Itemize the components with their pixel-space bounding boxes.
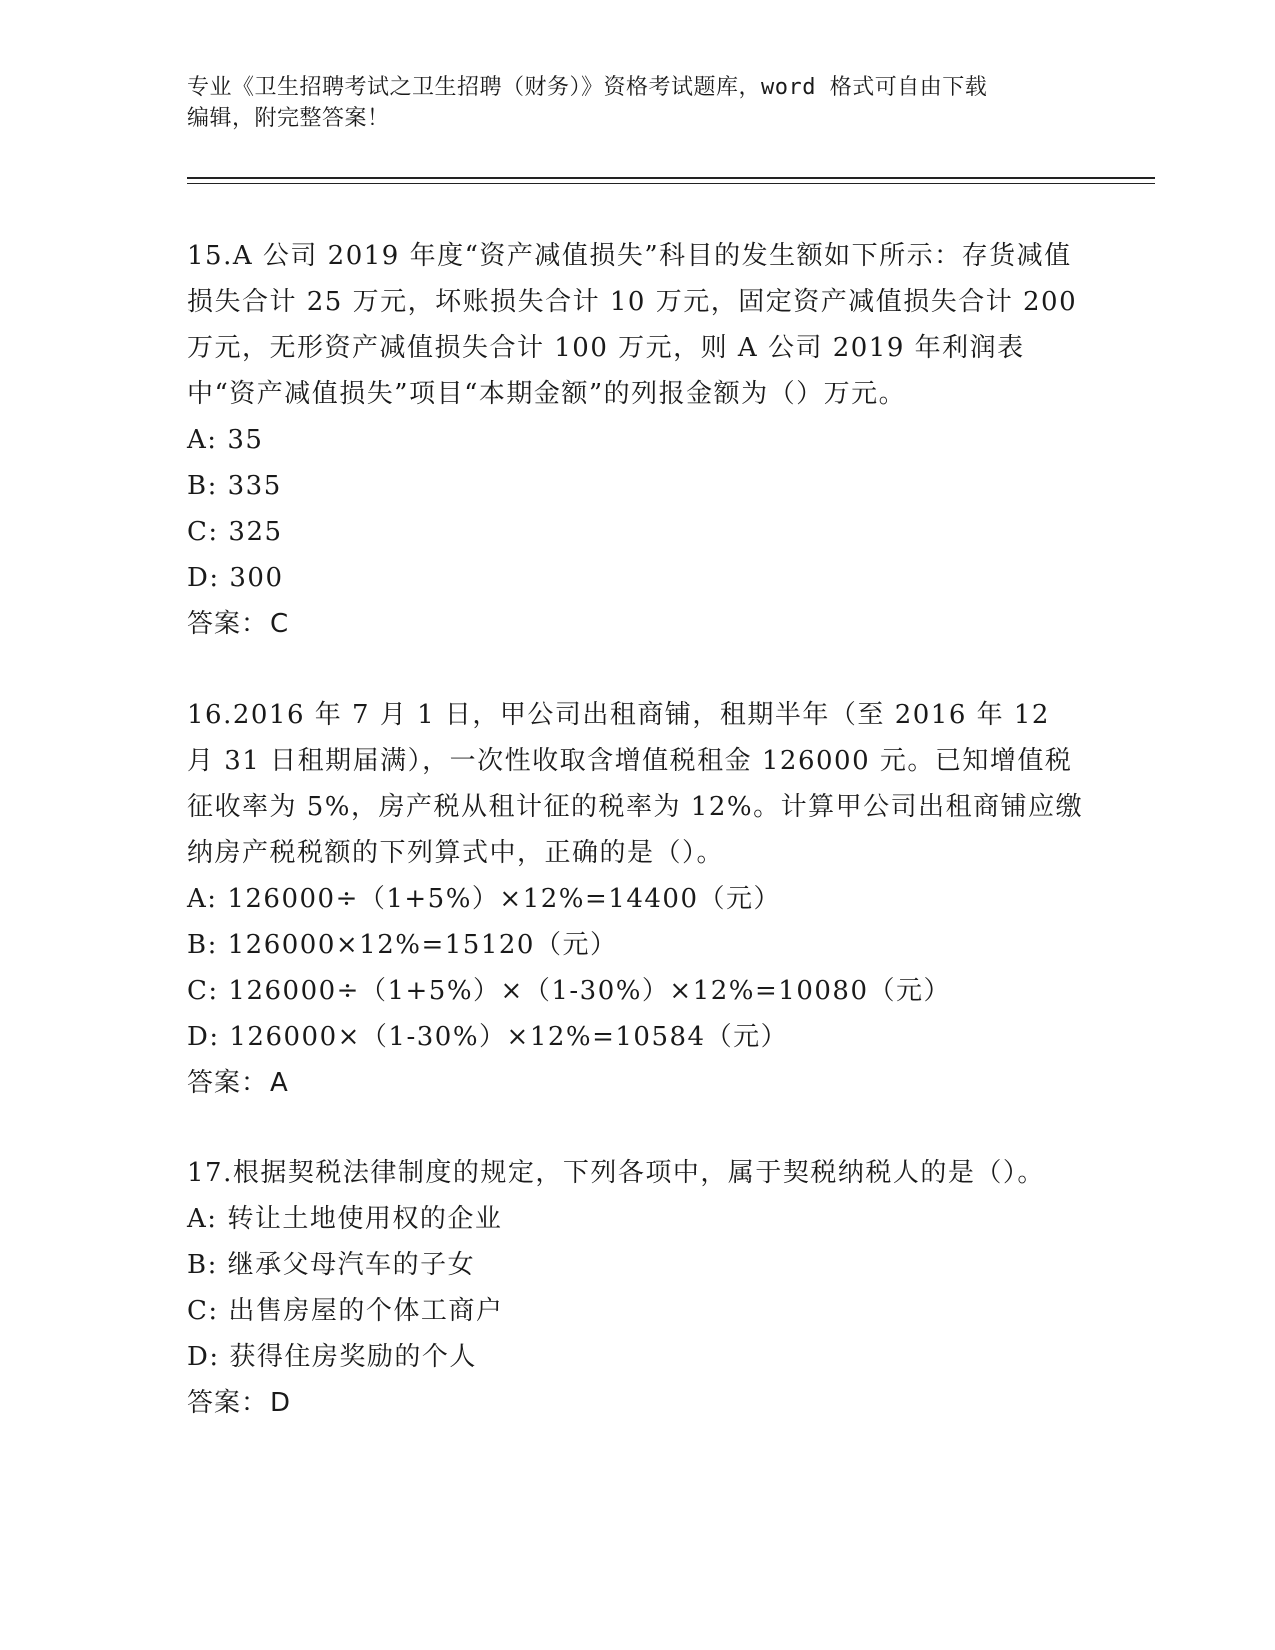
header-divider-thin [187,183,1155,184]
option-c [187,968,1087,1014]
question-15 [187,233,1087,647]
question-stem: 17.根据契税法律制度的规定，下列各项中，属于契税纳税人的是（）。 [187,1158,1045,1188]
option-c [187,509,1087,555]
option-d [187,555,1087,601]
option-text: 35 [227,425,264,455]
option-letter: B: [187,930,218,960]
option-letter: A: [187,425,218,455]
option-letter: C: [187,976,219,1006]
option-text: 126000÷（1+5%）×（1-30%）×12%=10080（元） [228,976,952,1006]
option-letter: C: [187,1296,219,1326]
option-letter: D: [187,1342,220,1372]
option-letter: A: [187,1204,218,1234]
answer-value: A [270,1068,289,1098]
answer-line [187,1380,1087,1426]
answer-line [187,1060,1087,1106]
option-text: 126000÷（1+5%）×12%=14400（元） [227,884,781,914]
answer-label: 答案： [187,1068,269,1098]
option-letter: B: [187,471,218,501]
option-text: 继承父母汽车的子女 [227,1250,476,1280]
header-divider-thick [187,177,1155,179]
option-text: 300 [229,563,284,593]
option-b [187,1242,1087,1288]
option-d [187,1014,1087,1060]
question-stem: 15.A 公司 2019 年度“资产减值损失”科目的发生额如下所示：存货减值损失合计 25 万元，坏账损失合计 10 万元，固定资产减值损失合计 200 万元，无形资产减值损失合计 100 万元，则 A 公司 2019 年利润表中“资产减值损失”项目“本期金额”的列报金额为（）万元。 [187,241,1078,409]
option-text: 获得住房奖励的个人 [229,1342,477,1372]
option-a [187,876,1087,922]
answer-label: 答案： [187,609,269,639]
option-letter: C: [187,517,219,547]
option-c [187,1288,1087,1334]
answer-label: 答案： [187,1388,269,1418]
option-text: 转让土地使用权的企业 [227,1204,503,1234]
question-16 [187,692,1087,1106]
option-text: 335 [227,471,282,501]
option-text: 出售房屋的个体工商户 [228,1296,504,1326]
header-line-2: 编辑，附完整答案！ [187,106,390,131]
answer-value: D [270,1388,292,1418]
answer-line [187,601,1087,647]
option-b [187,922,1087,968]
question-17 [187,1150,1087,1426]
option-a [187,1196,1087,1242]
option-letter: B: [187,1250,218,1280]
option-d [187,1334,1087,1380]
option-letter: A: [187,884,218,914]
option-text: 126000×12%=15120（元） [227,930,618,960]
question-stem: 16.2016 年 7 月 1 日，甲公司出租商铺，租期半年（至 2016 年 12 月 31 日租期届满），一次性收取含增值税租金 126000 元。已知增值税征收率为 5%，房产税从租计征的税率为 12%。计算甲公司出租商铺应缴纳房产税税额的下列算式中，正确的是（）。 [187,700,1084,868]
header-line-1: 专业《卫生招聘考试之卫生招聘（财务）》资格考试题库，word 格式可自由下载 [187,75,988,100]
option-b [187,463,1087,509]
option-a [187,417,1087,463]
option-text: 325 [228,517,283,547]
option-letter: D: [187,1022,220,1052]
option-text: 126000×（1-30%）×12%=10584（元） [229,1022,789,1052]
answer-value: C [270,609,290,639]
document-header [187,72,1067,134]
option-letter: D: [187,563,220,593]
